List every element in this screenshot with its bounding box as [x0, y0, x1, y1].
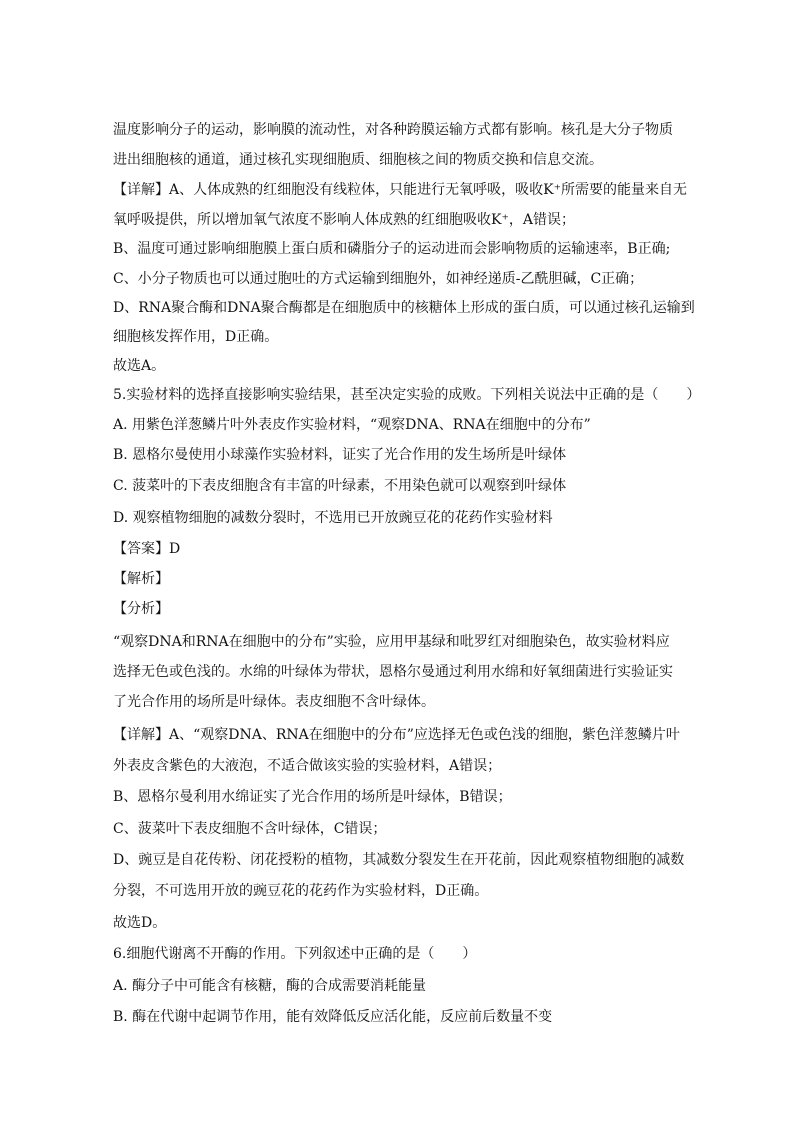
text-line: 故选D。 [113, 915, 167, 931]
text-line: 【详解】A、“观察DNA、RNA在细胞中的分布”应选择无色或色浅的细胞，紫色洋葱鳞片叶 [113, 727, 680, 743]
text-line: 【详解】A、人体成熟的红细胞没有线粒体，只能进行无氧呼吸，吸收K⁺所需要的能量来自无 [113, 182, 687, 198]
text-line: D、豌豆是自花传粉、闭花授粉的植物，其减数分裂发生在开花前，因此观察植物细胞的减数 [113, 852, 685, 868]
text-line: 细胞核发挥作用，D正确。 [113, 329, 279, 345]
text-line: B、恩格尔曼利用水绵证实了光合作用的场所是叶绿体，B错误； [113, 789, 512, 805]
text-line: 选择无色或色浅的。水绵的叶绿体为带状，恩格尔曼通过利用水绵和好氧细菌进行实验证实 [113, 664, 673, 680]
text-line: C、小分子物质也可以通过胞吐的方式运输到细胞外，如神经递质-乙酰胆碱，C正确； [113, 271, 644, 287]
text-line: 进出细胞核的通道，通过核孔实现细胞质、细胞核之间的物质交换和信息交流。 [113, 152, 603, 168]
text-line: 氧呼吸提供，所以增加氧气浓度不影响人体成熟的红细胞吸收K⁺，A错误； [113, 212, 575, 228]
text-line: B、温度可通过影响细胞膜上蛋白质和磷脂分子的运动进而会影响物质的运输速率，B正确; [113, 241, 671, 257]
question-6-option-b: B. 酶在代谢中起调节作用，能有效降低反应活化能，反应前后数量不变 [113, 1009, 553, 1025]
question-6-stem: 6.细胞代谢离不开酶的作用。下列叙述中正确的是（ ） [113, 946, 477, 962]
question-5-option-d: D. 观察植物细胞的减数分裂时，不选用已开放豌豆花的花药作实验材料 [113, 510, 553, 526]
text-line: 故选A。 [113, 358, 166, 374]
question-5-option-a: A. 用紫色洋葱鳞片叶外表皮作实验材料，“观察DNA、RNA在细胞中的分布” [113, 417, 591, 433]
text-line: 外表皮含紫色的大液泡，不适合做该实验的实验材料，A错误； [113, 758, 502, 774]
text-line: 温度影响分子的运动，影响膜的流动性，对各种跨膜运输方式都有影响。核孔是大分子物质 [113, 122, 673, 138]
text-line: C、菠菜叶下表皮细胞不含叶绿体，C错误； [113, 821, 387, 837]
text-line: “观察DNA和RNA在细胞中的分布”实验，应用甲基绿和吡罗红对细胞染色，故实验材料应 [113, 634, 670, 650]
question-5-stem: 5.实验材料的选择直接影响实验结果，甚至决定实验的成败。下列相关说法中正确的是（ ） [113, 387, 701, 403]
text-line: 分裂，不可选用开放的豌豆花的花药作为实验材料，D正确。 [113, 883, 489, 899]
answer-label: 【答案】D [113, 541, 181, 557]
text-line: D、RNA聚合酶和DNA聚合酶都是在细胞质中的核糖体上形成的蛋白质，可以通过核孔运输到 [113, 300, 695, 316]
analysis-subheading: 【分析】 [113, 601, 169, 617]
question-5-option-c: C. 菠菜叶的下表皮细胞含有丰富的叶绿素，不用染色就可以观察到叶绿体 [113, 478, 567, 494]
analysis-heading: 【解析】 [113, 571, 169, 587]
text-line: 了光合作用的场所是叶绿体。表皮细胞不含叶绿体。 [113, 694, 435, 710]
question-6-option-a: A. 酶分子中可能含有核糖，酶的合成需要消耗能量 [113, 978, 427, 994]
question-5-option-b: B. 恩格尔曼使用小球藻作实验材料，证实了光合作用的发生场所是叶绿体 [113, 447, 567, 463]
